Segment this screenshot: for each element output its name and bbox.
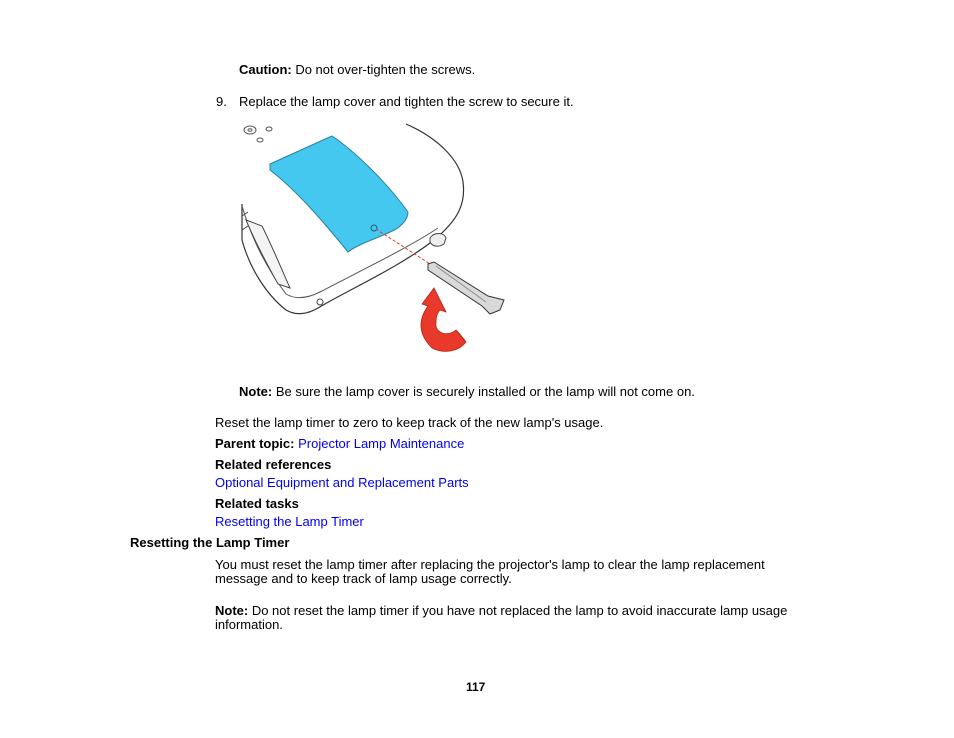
- note-reset-line1: [215, 603, 787, 618]
- caution-text: Do not over-tighten the screws.: [291, 62, 476, 77]
- parent-topic-link[interactable]: Projector Lamp Maintenance: [298, 436, 465, 451]
- note-text: Be sure the lamp cover is securely installed or the lamp will not come on.: [272, 384, 695, 399]
- note-reset-label: Note:: [215, 603, 249, 618]
- step-text: Replace the lamp cover and tighten the screw to secure it.: [239, 94, 574, 109]
- related-tasks-link[interactable]: Resetting the Lamp Timer: [215, 514, 364, 529]
- caution-label: Caution:: [239, 62, 292, 77]
- section-paragraph-line2: message and to keep track of lamp usage correctly.: [215, 571, 512, 586]
- parent-topic-label: Parent topic:: [215, 436, 295, 451]
- parent-topic-line: [215, 436, 464, 451]
- caution-line: [239, 62, 475, 77]
- note-label: Note:: [239, 384, 273, 399]
- projector-lamp-cover-illustration: [238, 120, 510, 356]
- related-references-link[interactable]: Optional Equipment and Replacement Parts: [215, 475, 469, 490]
- note-lamp-cover: [239, 384, 695, 399]
- related-tasks-heading: Related tasks: [215, 496, 299, 511]
- note-reset-text: Do not reset the lamp timer if you have not replaced the lamp to avoid inaccurate lamp usage: [248, 603, 788, 618]
- step-number: 9.: [216, 94, 227, 109]
- related-references-heading: Related references: [215, 457, 332, 472]
- section-heading: Resetting the Lamp Timer: [130, 535, 290, 550]
- page-number: 117: [466, 680, 486, 694]
- section-paragraph-line1: You must reset the lamp timer after replacing the projector's lamp to clear the lamp replacement: [215, 557, 765, 572]
- lamp-cover: [270, 136, 408, 252]
- reset-instruction: Reset the lamp timer to zero to keep track of the new lamp's usage.: [215, 415, 604, 430]
- rotation-arrow: [421, 288, 466, 351]
- note-reset-line2: information.: [215, 617, 283, 632]
